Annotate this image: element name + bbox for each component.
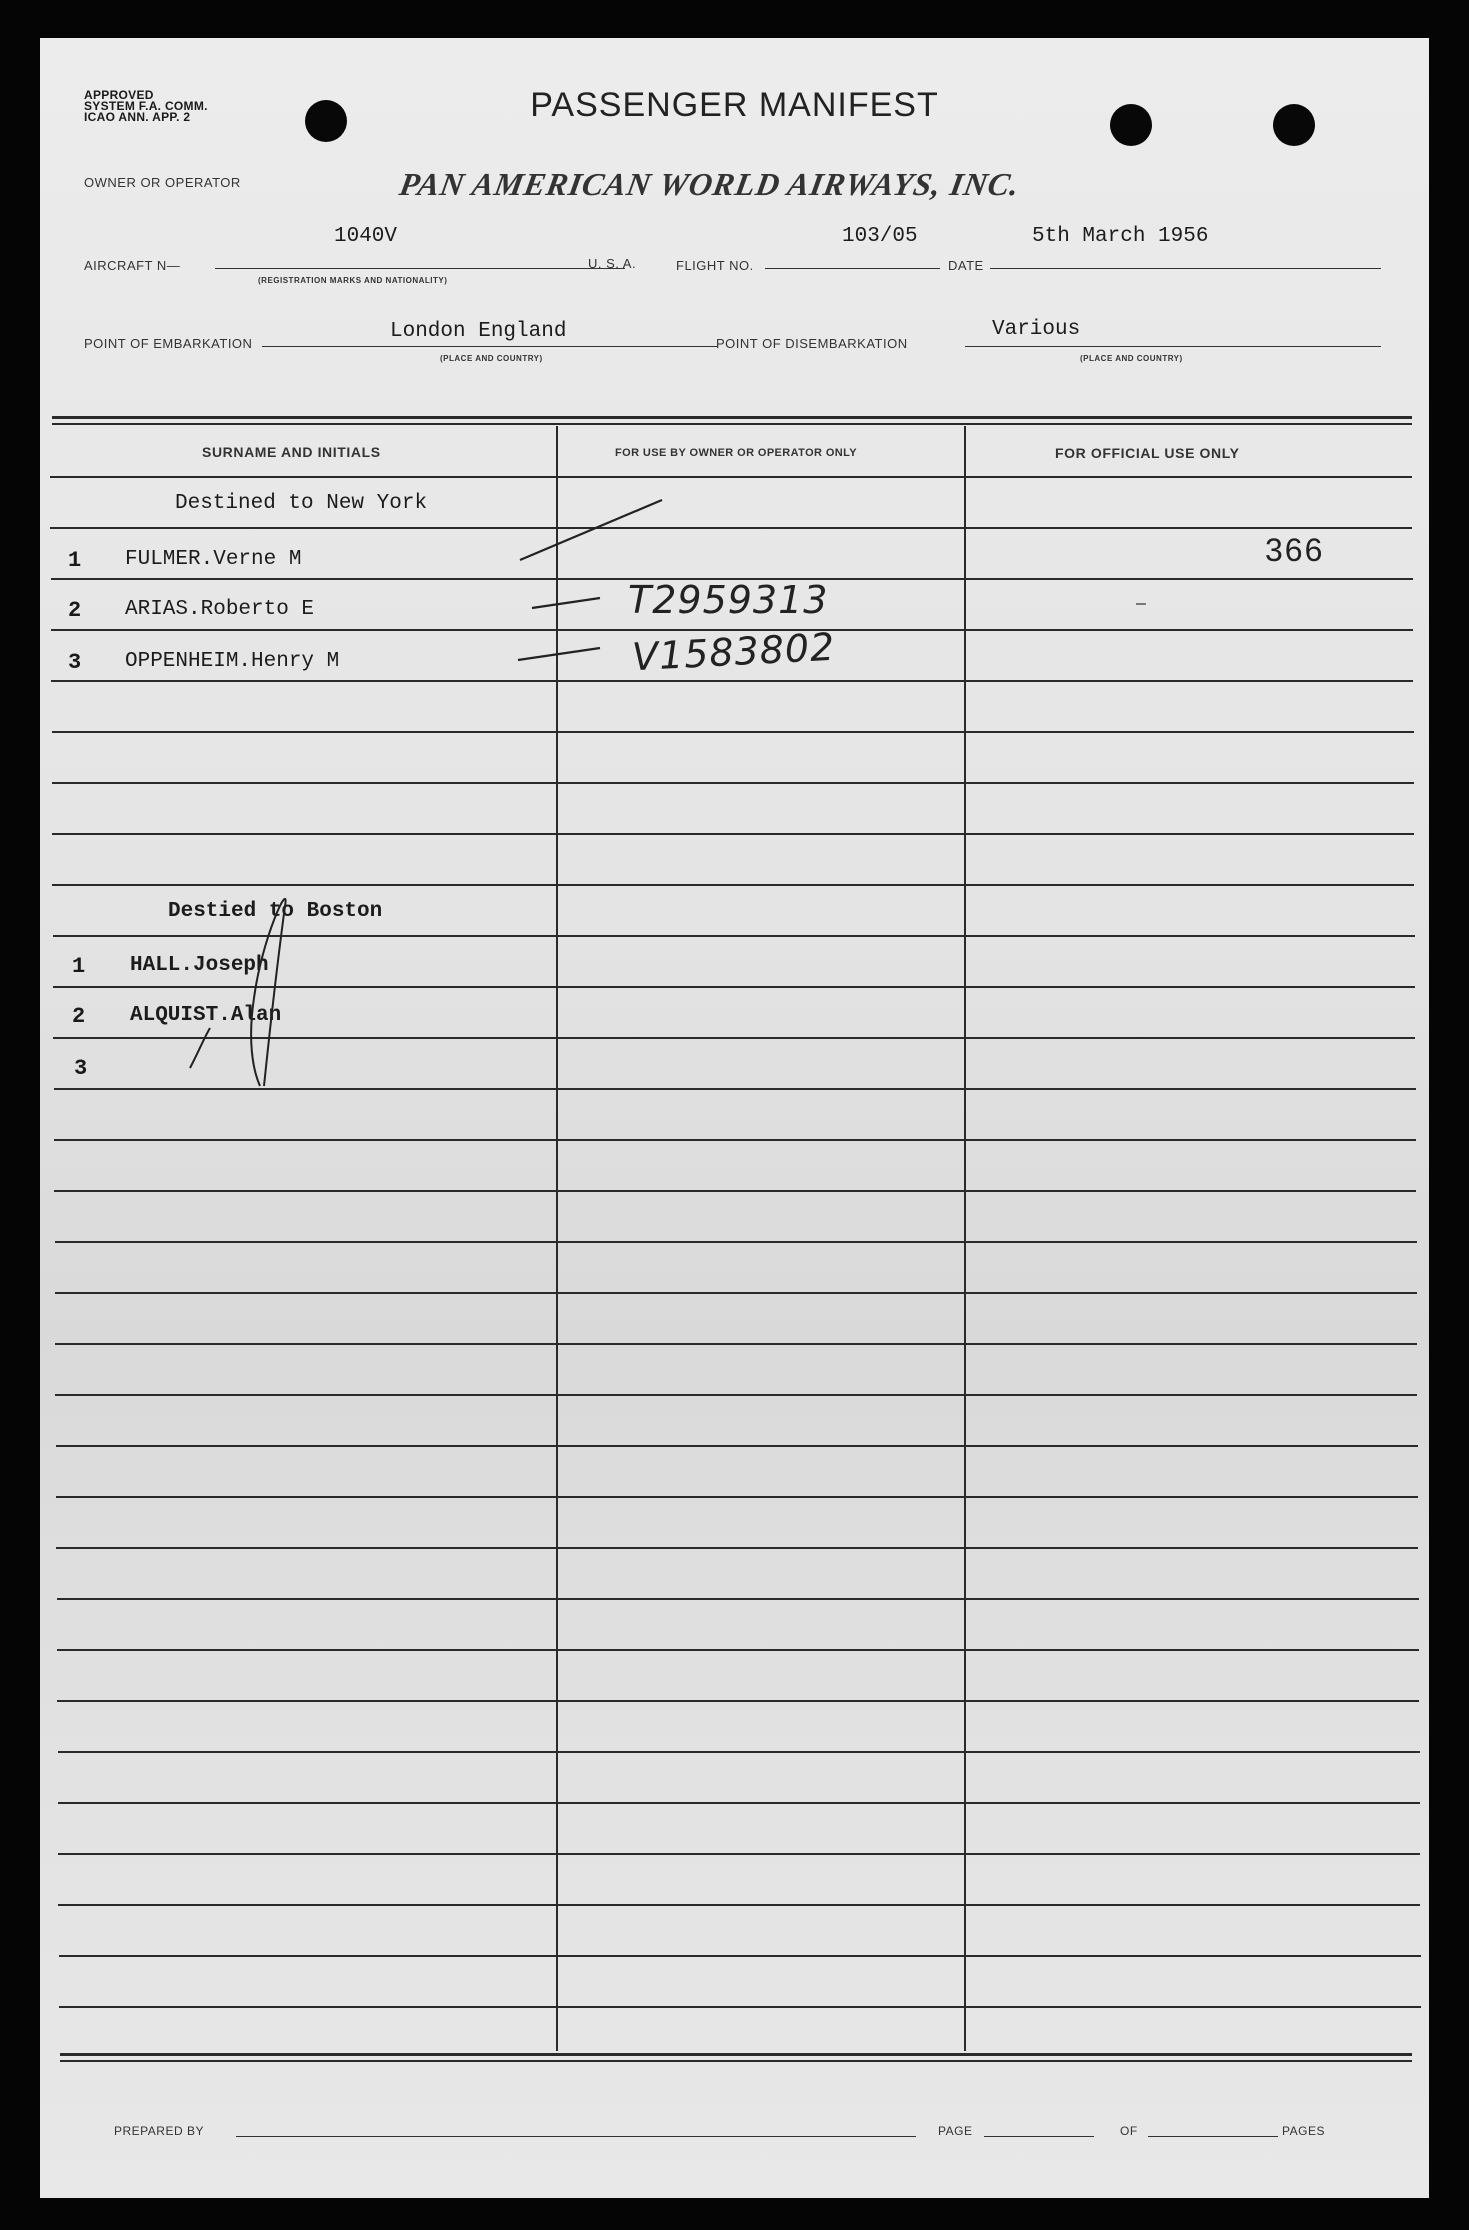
handwritten-marks [40,38,1429,2198]
owner-label: OWNER OR OPERATOR [84,175,241,190]
row-number: 1 [68,548,82,573]
manifest-sheet [40,38,1429,2198]
pages-label: PAGES [1282,2124,1325,2138]
passenger-name: ARIAS.Roberto E [125,598,315,621]
operator-ticket-number: T2959313 [628,578,829,622]
aircraft-label: AIRCRAFT N— [84,258,181,273]
flight-label: FLIGHT NO. [676,258,754,273]
embark-label: POINT OF EMBARKATION [84,336,253,351]
disembark-sub: (PLACE AND COUNTRY) [1080,354,1183,363]
page-label: PAGE [938,2124,973,2138]
group-heading-new-york: Destined to New York [175,492,428,515]
row-number: 3 [68,650,82,675]
flight-value: 103/05 [842,225,918,248]
date-value: 5th March 1956 [1032,225,1209,248]
approved-line: APPROVED [84,88,154,102]
owner-name: PAN AMERICAN WORLD AIRWAYS, INC. [396,166,1023,202]
usa-label: U. S. A. [588,256,637,271]
passenger-name: ALQUIST.Alan [130,1004,282,1027]
disembark-value: Various [992,318,1081,341]
of-label: OF [1120,2124,1138,2138]
operator-ticket-number: V1583802 [630,624,837,680]
aircraft-sub: (REGISTRATION MARKS AND NATIONALITY) [258,276,448,285]
col-operator-heading: FOR USE BY OWNER OR OPERATOR ONLY [615,447,857,459]
group-heading-boston: Destied to Boston [168,900,383,923]
row-number: 2 [72,1004,86,1029]
col-surname-heading: SURNAME AND INITIALS [202,444,381,460]
row-number: 1 [72,954,86,979]
passenger-name: HALL.Joseph [130,954,269,977]
passenger-name: OPPENHEIM.Henry M [125,650,340,673]
approved-line: ICAO ANN. APP. 2 [84,110,191,124]
embark-sub: (PLACE AND COUNTRY) [440,354,543,363]
row-number: 3 [74,1056,88,1081]
date-label: DATE [948,258,984,273]
row-number: 2 [68,598,82,623]
page-title: PASSENGER MANIFEST [530,86,939,124]
aircraft-value: 1040V [334,225,398,248]
approved-line: SYSTEM F.A. COMM. [84,99,208,113]
disembark-label: POINT OF DISEMBARKATION [716,336,908,351]
embark-value: London England [390,320,567,343]
official-number: 366 [1265,532,1325,568]
passenger-name: FULMER.Verne M [125,548,302,571]
prepared-by-label: PREPARED BY [114,2124,204,2138]
col-official-heading: FOR OFFICIAL USE ONLY [1055,445,1240,461]
